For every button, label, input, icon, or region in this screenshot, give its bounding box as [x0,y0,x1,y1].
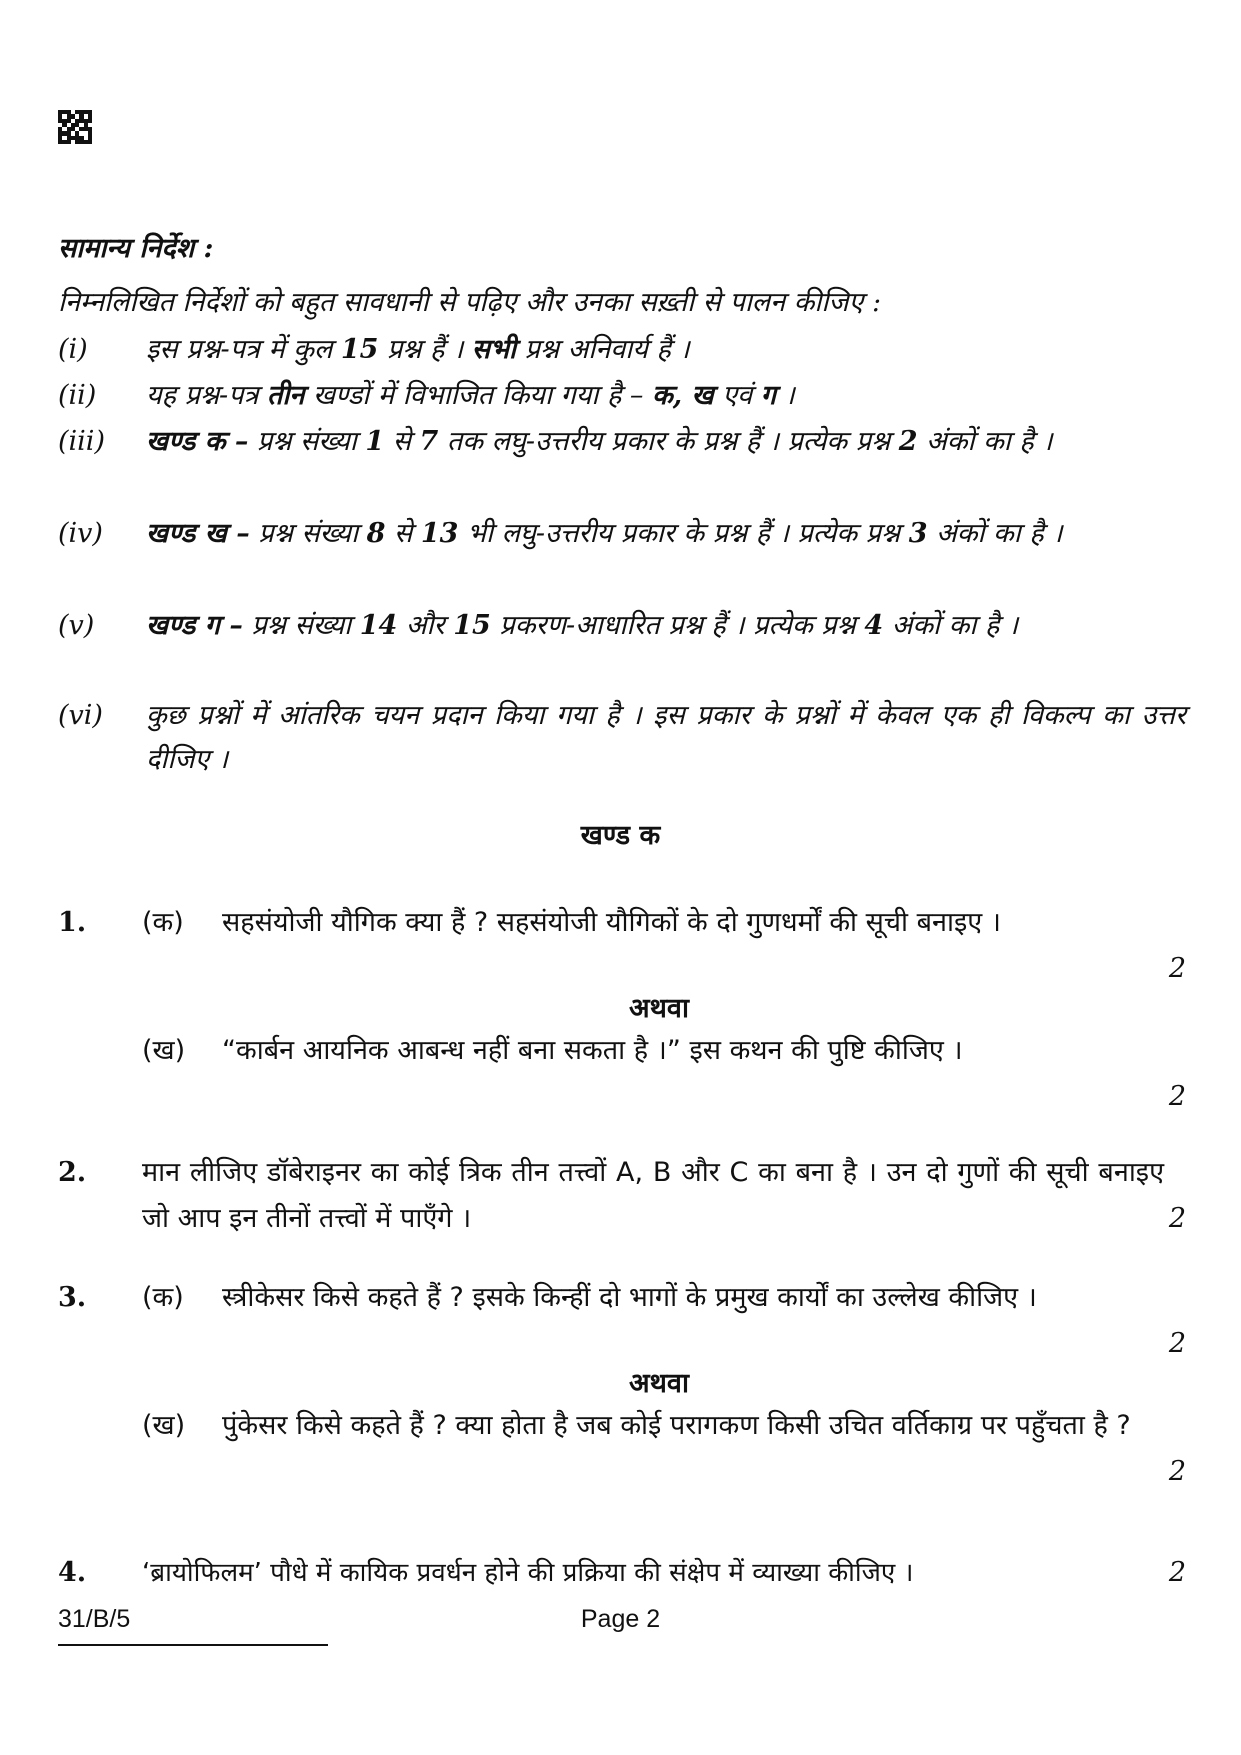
page-number: Page 2 [580,1605,661,1633]
instruction-item [58,694,1186,782]
question-number: 4. [58,1557,87,1588]
instruction-text: कुछ प्रश्नों में आंतरिक चयन प्रदान किया गया है । इस प्रकार के प्रश्नों में केवल एक ही विकल्प का उत्तर दीजिए । [146,700,1186,775]
question-text-block [142,1550,1152,1596]
instruction-item [58,328,1186,372]
general-instructions-intro: निम्नलिखित निर्देशों को बहुत सावधानी से पढ़िए और उनका सख़्ती से पालन कीजिए : [58,287,882,318]
question-number: 1. [58,907,87,938]
instruction-number: (vi) [58,700,103,731]
question-3 [58,1275,1186,1505]
question-text: मान लीजिए डॉबेराइनर का कोई त्रिक तीन तत्त्वों A, B और C का बना है । उन दो गुणों की सूची बनाइए जो आप इन तीनों तत्त्वों में पाएँगे । [142,1157,1164,1234]
marks: 2 [1168,1456,1186,1487]
marks: 2 [1168,1328,1186,1359]
question-part-b [142,1028,1176,1074]
or-label: अथवा [629,1368,689,1399]
part-text: पुंकेसर किसे कहते हैं ? क्या होता है जब कोई परागकण किसी उचित वर्तिकाग्र पर पहुँचता है ? [222,1410,1131,1441]
marks: 2 [1168,1081,1186,1112]
instruction-number: (v) [58,610,95,641]
question-4 [58,1550,1186,1600]
instruction-item [58,512,1186,556]
or-label: अथवा [629,993,689,1024]
part-text: स्त्रीकेसर किसे कहते हैं ? इसके किन्हीं दो भागों के प्रमुख कार्यों का उल्लेख कीजिए । [222,1282,1037,1313]
marks: 2 [1168,1557,1186,1588]
instruction-item [58,374,1186,418]
instruction-number: (iv) [58,518,103,549]
question-number: 3. [58,1282,87,1313]
marks: 2 [1168,1203,1186,1234]
part-label: (ख) [142,1035,186,1066]
instruction-number: (ii) [58,380,97,411]
instruction-text: यह प्रश्न-पत्र तीन खण्डों में विभाजित किया गया है – क, ख एवं ग । [146,380,795,411]
qr-code-icon [58,110,92,144]
instruction-text: खण्ड ग – प्रश्न संख्या 14 और 15 प्रकरण-आधारित प्रश्न हैं । प्रत्येक प्रश्न 4 अंकों का है । [146,610,1019,641]
question-number: 2. [58,1157,87,1188]
question-1 [58,900,1186,1130]
instruction-number: (i) [58,334,88,365]
instruction-text: खण्ड ख – प्रश्न संख्या 8 से 13 भी लघु-उत्तरीय प्रकार के प्रश्न हैं । प्रत्येक प्रश्न 3 अंकों का है । [146,518,1063,549]
question-text-block [142,1150,1176,1242]
part-label: (ख) [142,1410,186,1441]
general-instructions-heading: सामान्य निर्देश : [58,233,214,264]
instruction-item [58,420,1186,464]
instruction-number: (iii) [58,426,105,457]
question-part-a [142,1275,1176,1321]
question-part-a [142,900,1176,946]
instruction-item [58,604,1186,648]
footer-divider [58,1644,328,1646]
question-2 [58,1150,1186,1250]
section-title: खण्ड क [580,820,661,851]
part-label: (क) [142,907,184,938]
question-text: ‘ब्रायोफिलम’ पौधे में कायिक प्रवर्धन होने की प्रक्रिया की संक्षेप में व्याख्या कीजिए । [142,1558,914,1588]
question-part-b [142,1403,1176,1449]
instruction-text: इस प्रश्न-पत्र में कुल 15 प्रश्न हैं । सभी प्रश्न अनिवार्य हैं । [146,334,690,365]
marks: 2 [1168,953,1186,984]
instruction-text: खण्ड क – प्रश्न संख्या 1 से 7 तक लघु-उत्तरीय प्रकार के प्रश्न हैं । प्रत्येक प्रश्न 2 अंकों का है । [146,426,1053,457]
part-label: (क) [142,1282,184,1313]
paper-code: 31/B/5 [58,1605,131,1633]
part-text: सहसंयोजी यौगिक क्या हैं ? सहसंयोजी यौगिकों के दो गुणधर्मों की सूची बनाइए । [222,907,1002,938]
part-text: “कार्बन आयनिक आबन्ध नहीं बना सकता है ।” इस कथन की पुष्टि कीजिए । [222,1035,963,1066]
